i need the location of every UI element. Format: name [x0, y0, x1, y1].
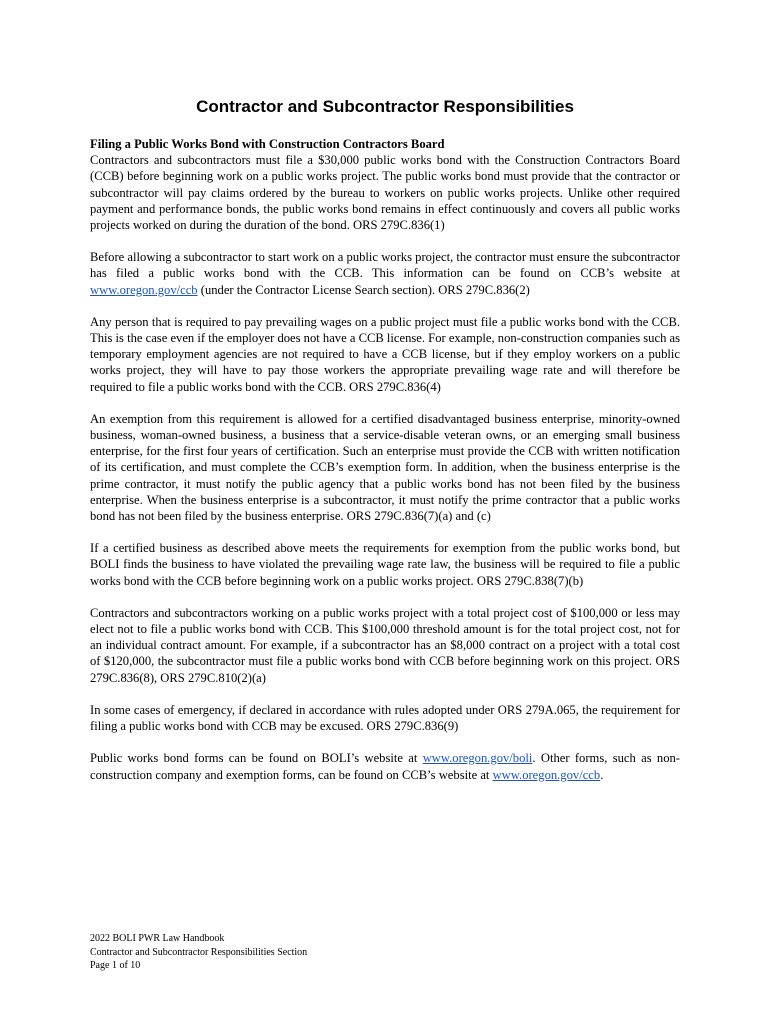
document-body: [90, 136, 680, 799]
ccb-website-link-2[interactable]: www.oregon.gov/ccb: [492, 767, 601, 782]
page-title: Contractor and Subcontractor Responsibilities: [196, 97, 574, 116]
paragraph-prevailing-wage: Any person that is required to pay prevailing wages on a public project must file a public works bond with the CCB. This is the case even if the employer does not have a CCB license. For example, non-construction companies such as temporary employment agencies are not required to have a CCB license, but if they employ workers on a public works project, they will have to pay those workers the appropriate prevailing wage rate and will therefore be required to file a public works bond with the CCB. ORS 279C.836(4): [90, 314, 680, 394]
paragraph-text: (under the Contractor License Search section). ORS 279C.836(2): [197, 282, 530, 297]
footer-handbook: 2022 BOLI PWR Law Handbook: [90, 933, 225, 944]
footer-section: Contractor and Subcontractor Responsibilities Section: [90, 946, 308, 958]
section-heading: Filing a Public Works Bond with Construction Contractors Board: [90, 137, 445, 151]
paragraph-forms: [90, 750, 680, 782]
paragraph-exemption: An exemption from this requirement is allowed for a certified disadvantaged business enterprise, minority-owned business, woman-owned business, a business that a service-disable veteran owns, or an emerging small business enterprise, for the first four years of certification. Such an enterprise must provide the CCB with written notification of its certification, and must complete the CCB’s exemption form. In addition, when the business enterprise is the prime contractor, it must notify the public agency that a public works bond has not been filed by the business enterprise. When the business enterprise is a subcontractor, it must notify the prime contractor that a public works bond has not been filed by the business enterprise. ORS 279C.836(7)(a) and (c): [90, 411, 680, 524]
paragraph-text: .: [600, 767, 604, 782]
paragraph-text: . Other forms, such as non-construction company and exemption forms, can be found on CCB’s website at: [90, 751, 680, 782]
page-footer: [90, 932, 490, 973]
paragraph-text: Before allowing a subcontractor to start work on a public works project, the contractor must ensure the subcontractor has filed a public works bond with the CCB. This information can be found on CCB’s website at: [90, 250, 680, 281]
footer-page-number: Page 1 of 10: [90, 960, 141, 971]
paragraph-threshold: Contractors and subcontractors working on a public works project with a total project cost of $100,000 or less may elect not to file a public works bond with CCB. This $100,000 threshold amount is for the total project cost, not for an individual contract amount. For example, if a subcontractor has an $8,000 contract on a project with a total cost of $120,000, the subcontractor must file a public works bond with CCB before beginning work on this project. ORS 279C.836(8), ORS 279C.810(2)(a): [90, 605, 680, 685]
boli-website-link[interactable]: www.oregon.gov/boli: [422, 751, 533, 766]
ccb-website-link[interactable]: www.oregon.gov/ccb: [90, 282, 198, 297]
paragraph-bond-requirement: Contractors and subcontractors must file a $30,000 public works bond with the Construction Contractors Board (CCB) before beginning work on a public works project. The public works bond must provide that the contractor or subcontractor will pay claims ordered by the bureau to workers on public works projects. Unlike other required payment and performance bonds, the public works bond remains in effect continuously and covers all public works projects worked on during the duration of the bond. ORS 279C.836(1): [90, 153, 680, 233]
paragraph-subcontractor-check: [90, 249, 680, 298]
paragraph-emergency: In some cases of emergency, if declared in accordance with rules adopted under ORS 279A.065, the requirement for filing a public works bond with CCB may be excused. ORS 279C.836(9): [90, 702, 680, 734]
paragraph-text: Public works bond forms can be found on BOLI’s website at: [90, 751, 423, 766]
paragraph-violation: If a certified business as described above meets the requirements for exemption from the public works bond, but BOLI finds the business to have violated the prevailing wage rate law, the business will be required to file a public works bond with the CCB before beginning work on a public works project. ORS 279C.838(7)(b): [90, 541, 680, 588]
